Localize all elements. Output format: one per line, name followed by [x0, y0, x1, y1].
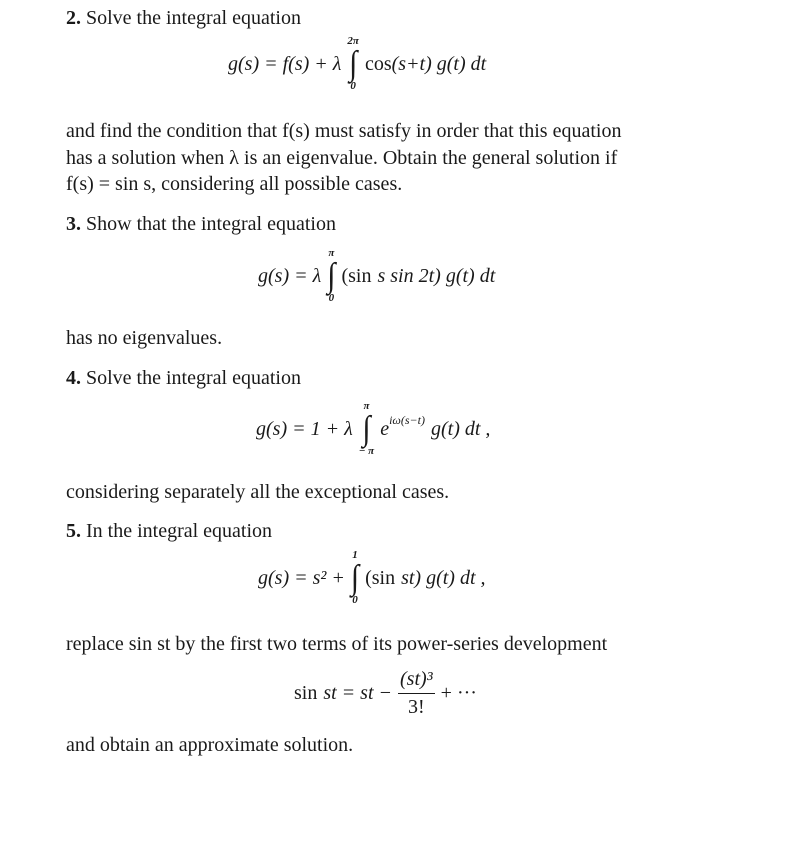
closing-text: and obtain an approximate solution. — [66, 734, 354, 756]
equation-5 — [258, 550, 486, 606]
lower-limit: − π — [358, 445, 375, 457]
equation-lhs: g(s) = s² + — [258, 566, 345, 589]
problem-3-heading — [66, 212, 336, 236]
fraction — [398, 668, 435, 719]
integrand-function: (sin — [365, 566, 396, 589]
denominator: 3! — [408, 696, 425, 718]
equation-lhs: g(s) = 1 + λ — [256, 417, 353, 440]
integral-sign: 1 ∫ 0 — [350, 549, 360, 606]
integral-sign: 2π ∫ 0 — [347, 35, 359, 92]
equation-lhs: g(s) = λ — [258, 264, 322, 287]
problem-number: 2. — [66, 7, 81, 29]
upper-limit: π — [363, 400, 370, 412]
text-line: considering separately all the exceptional cases. — [66, 481, 450, 503]
lower-limit: 0 — [350, 80, 356, 92]
problem-intro: Solve the integral equation — [86, 367, 301, 389]
upper-limit: 1 — [352, 549, 358, 561]
problem-2-heading — [66, 6, 301, 30]
integrand: s sin 2t) g(t) dt — [377, 264, 496, 287]
problem-intro: Show that the integral equation — [86, 213, 336, 235]
series-tail: + ··· — [440, 682, 477, 704]
problem-number: 3. — [66, 213, 81, 235]
integrand-function: e — [380, 417, 390, 440]
equation-2 — [228, 36, 486, 92]
problem-4-heading — [66, 366, 301, 390]
lower-limit: 0 — [328, 292, 335, 304]
integrand: g(t) dt , — [430, 417, 491, 440]
integrand-function: (sin — [341, 264, 372, 287]
problem-number: 5. — [66, 520, 81, 542]
exponent: iω(s−t) — [389, 413, 425, 427]
numerator: (st)³ — [398, 668, 435, 694]
text-line: replace sin st by the first two terms of its power-series development — [66, 633, 608, 655]
equation-lhs: g(s) = f(s) + λ — [228, 52, 342, 75]
problem-intro: In the integral equation — [86, 520, 273, 542]
problem-5-heading — [66, 519, 272, 543]
equation-3 — [258, 248, 495, 304]
problem-number: 4. — [66, 367, 81, 389]
lower-limit: 0 — [352, 594, 358, 606]
text-line: and find the condition that f(s) must satisfy in order that this equation — [66, 120, 622, 142]
integrand: st) g(t) dt , — [401, 566, 486, 589]
integral-sign: π ∫ − π — [358, 400, 375, 457]
series-equation — [294, 668, 477, 719]
integrand-function: cos — [364, 52, 392, 75]
text-line: has a solution when λ is an eigenvalue. Obtain the general solution if — [66, 147, 618, 169]
integrand: (s+t) g(t) dt — [391, 52, 487, 75]
equation-4 — [256, 401, 490, 457]
upper-limit: π — [328, 247, 335, 259]
integral-sign: π ∫ 0 — [327, 247, 336, 304]
upper-limit: 2π — [347, 35, 359, 47]
series-lhs: st = st − — [323, 682, 393, 704]
series-function: sin — [294, 682, 318, 704]
problem-intro: Solve the integral equation — [86, 7, 301, 29]
text-line: f(s) = sin s, considering all possible cases. — [66, 173, 403, 195]
text-line: has no eigenvalues. — [66, 327, 223, 349]
